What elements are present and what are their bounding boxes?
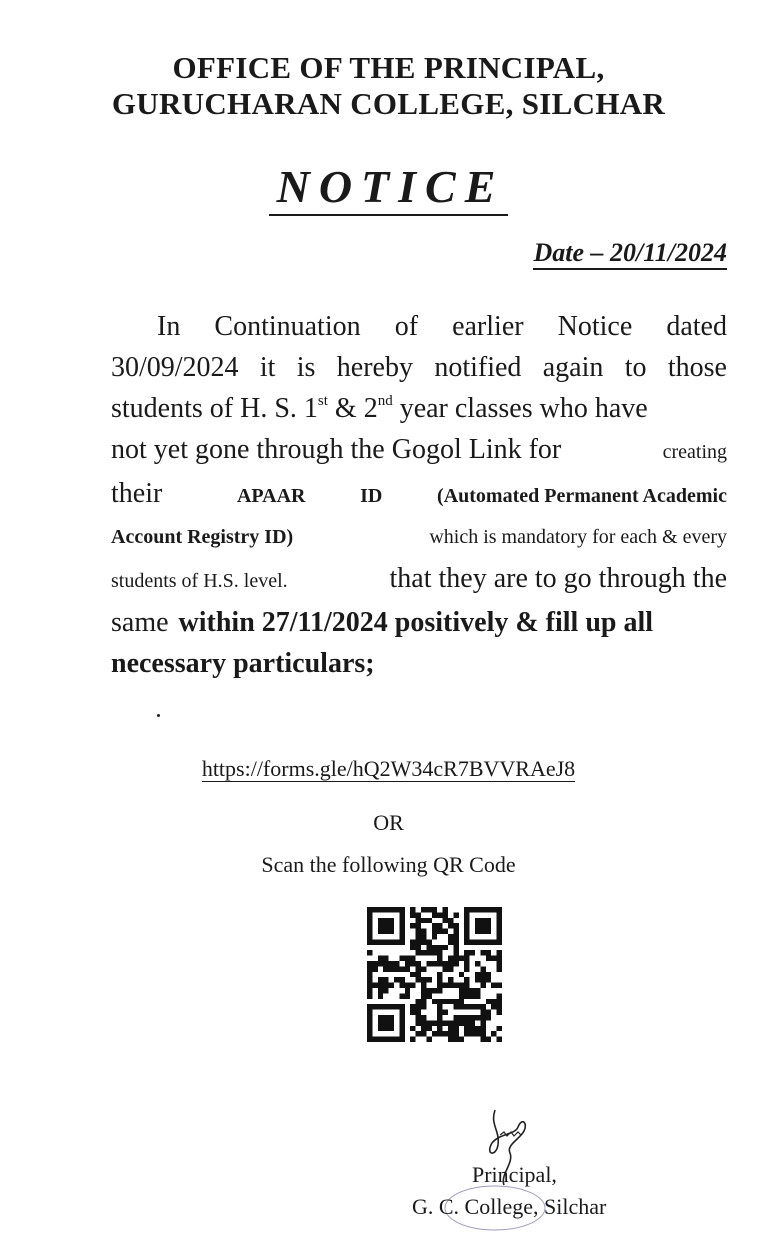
body-line-5: their APAAR ID (Automated Permanent Academic — [111, 478, 727, 509]
form-link[interactable] — [0, 756, 777, 782]
header — [0, 50, 777, 122]
body-line-6: Account Registry ID) which is mandatory for each & every — [111, 526, 727, 548]
body-line-3: students of H. S. 1st & 2nd year classes who have — [111, 393, 648, 424]
office-title: OFFICE OF THE PRINCIPAL, — [172, 50, 605, 85]
body-line-8: same within 27/11/2024 positively & fill up all — [111, 607, 654, 638]
body-line-1: In Continuation of earlier Notice dated — [157, 311, 727, 342]
body-line-4: not yet gone through the Gogol Link for creating — [111, 434, 727, 465]
body-line-2: 30/09/2024 it is hereby notified again to those — [111, 352, 727, 383]
form-link-text[interactable]: https://forms.gle/hQ2W34cR7BVVRAeJ8 — [201, 756, 576, 781]
stray-dot — [157, 714, 160, 717]
notice-body — [111, 306, 727, 684]
notice-date: Date – 20/11/2024 — [533, 238, 727, 270]
notice-title: NOTICE — [269, 161, 509, 216]
signatory-title: Principal, — [472, 1162, 557, 1187]
body-line-9: necessary particulars; — [111, 648, 375, 679]
signatory-college: G. C. College, Silchar — [412, 1194, 607, 1219]
college-title: GURUCHARAN COLLEGE, SILCHAR — [111, 86, 666, 121]
body-line-7: students of H.S. level. that they are to go through the — [111, 563, 727, 594]
qr-code[interactable] — [367, 907, 502, 1042]
or-text: OR — [373, 810, 404, 835]
notice-heading — [0, 160, 777, 213]
scan-instruction: Scan the following QR Code — [261, 852, 516, 877]
